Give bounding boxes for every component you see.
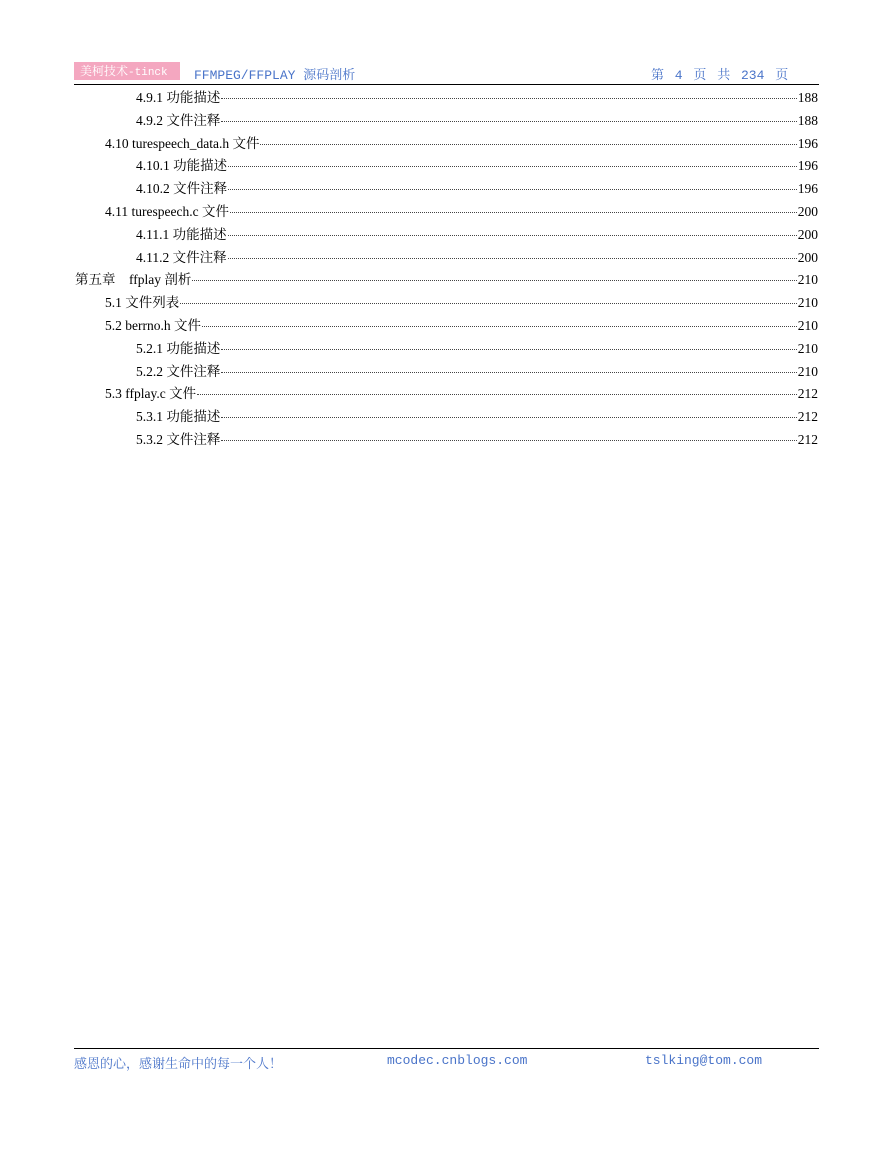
toc-dot-leader (221, 372, 796, 373)
toc-entry[interactable] (75, 338, 818, 361)
toc-entry-page: 210 (797, 272, 818, 288)
footer-email[interactable]: tslking@tom.com (645, 1053, 763, 1068)
toc-entry[interactable] (75, 87, 818, 110)
toc-entry-page: 200 (797, 226, 818, 242)
toc-entry-label: 5.3 ffplay.c 文件 (105, 386, 197, 402)
page-indicator: 第 4 页 共 234 页 (651, 68, 789, 83)
toc-entry-page: 196 (797, 181, 818, 197)
toc-dot-leader (221, 417, 796, 418)
toc-entry-label: 4.10.1 功能描述 (136, 158, 228, 174)
toc-entry-page: 210 (797, 363, 818, 379)
toc-dot-leader (221, 121, 796, 122)
toc-entry-page: 212 (797, 409, 818, 425)
toc-entry-label: 5.3.2 文件注释 (136, 431, 221, 447)
toc-entry[interactable] (75, 406, 818, 429)
brand-logo (74, 62, 180, 80)
toc-entry-page: 188 (797, 90, 818, 105)
toc-entry-label: 5.2 berrno.h 文件 (105, 317, 201, 333)
toc-entry-page: 200 (797, 203, 818, 219)
footer-website[interactable]: mcodec.cnblogs.com (387, 1053, 528, 1068)
toc-entry-label: 4.9.2 文件注释 (136, 112, 221, 128)
toc-entry[interactable] (75, 110, 818, 133)
toc-entry-page: 212 (797, 431, 818, 447)
toc-entry-page: 200 (797, 249, 818, 265)
toc-entry-label: 5.1 文件列表 (105, 295, 180, 311)
table-of-contents (75, 87, 818, 452)
toc-dot-leader (197, 394, 797, 395)
toc-entry-page: 210 (797, 295, 818, 311)
toc-entry-label: 4.9.1 功能描述 (136, 90, 221, 105)
toc-dot-leader (228, 189, 797, 190)
toc-entry[interactable] (75, 155, 818, 178)
toc-entry-page: 210 (797, 340, 818, 356)
toc-entry[interactable] (75, 429, 818, 452)
toc-dot-leader (228, 258, 797, 259)
toc-entry-page: 210 (797, 317, 818, 333)
brand-logo-text: 美柯技术 (80, 64, 129, 78)
toc-entry-label: 4.11.2 文件注释 (136, 249, 227, 265)
toc-entry-label: 4.10 turespeech_data.h 文件 (105, 135, 260, 151)
toc-entry-label: 4.11 turespeech.c 文件 (105, 203, 229, 219)
document-title: FFMPEG/FFPLAY 源码剖析 (194, 68, 356, 83)
toc-entry-label: 5.3.1 功能描述 (136, 409, 221, 425)
toc-entry-page: 196 (797, 158, 818, 174)
toc-entry[interactable] (75, 315, 818, 338)
toc-dot-leader (221, 440, 796, 441)
toc-entry[interactable] (75, 201, 818, 224)
toc-dot-leader (180, 303, 797, 304)
toc-entry[interactable] (75, 269, 818, 292)
toc-entry-label: 第五章 ffplay 剖析 (75, 272, 192, 288)
toc-entry-label: 4.10.2 文件注释 (136, 181, 228, 197)
toc-dot-leader (228, 166, 797, 167)
toc-dot-leader (221, 98, 796, 99)
toc-entry[interactable] (75, 224, 818, 247)
toc-entry-page: 212 (797, 386, 818, 402)
toc-entry[interactable] (75, 292, 818, 315)
toc-dot-leader (202, 326, 797, 327)
toc-entry-label: 4.11.1 功能描述 (136, 226, 227, 242)
toc-entry-page: 196 (797, 135, 818, 151)
brand-logo-tail: -tinck (128, 67, 168, 79)
toc-dot-leader (221, 349, 796, 350)
toc-entry-label: 5.2.1 功能描述 (136, 340, 221, 356)
toc-entry[interactable] (75, 247, 818, 270)
toc-entry[interactable] (75, 178, 818, 201)
footer-motto: 感恩的心，感谢生命中的每一个人！ (74, 1057, 283, 1072)
toc-dot-leader (228, 235, 797, 236)
toc-dot-leader (230, 212, 797, 213)
toc-dot-leader (192, 280, 796, 281)
toc-entry[interactable] (75, 383, 818, 406)
page-footer (74, 1048, 819, 1073)
toc-entry-page: 188 (797, 112, 818, 128)
toc-entry[interactable] (75, 133, 818, 156)
page-header (74, 62, 819, 85)
toc-entry-label: 5.2.2 文件注释 (136, 363, 221, 379)
toc-dot-leader (260, 144, 796, 145)
toc-entry[interactable] (75, 361, 818, 384)
